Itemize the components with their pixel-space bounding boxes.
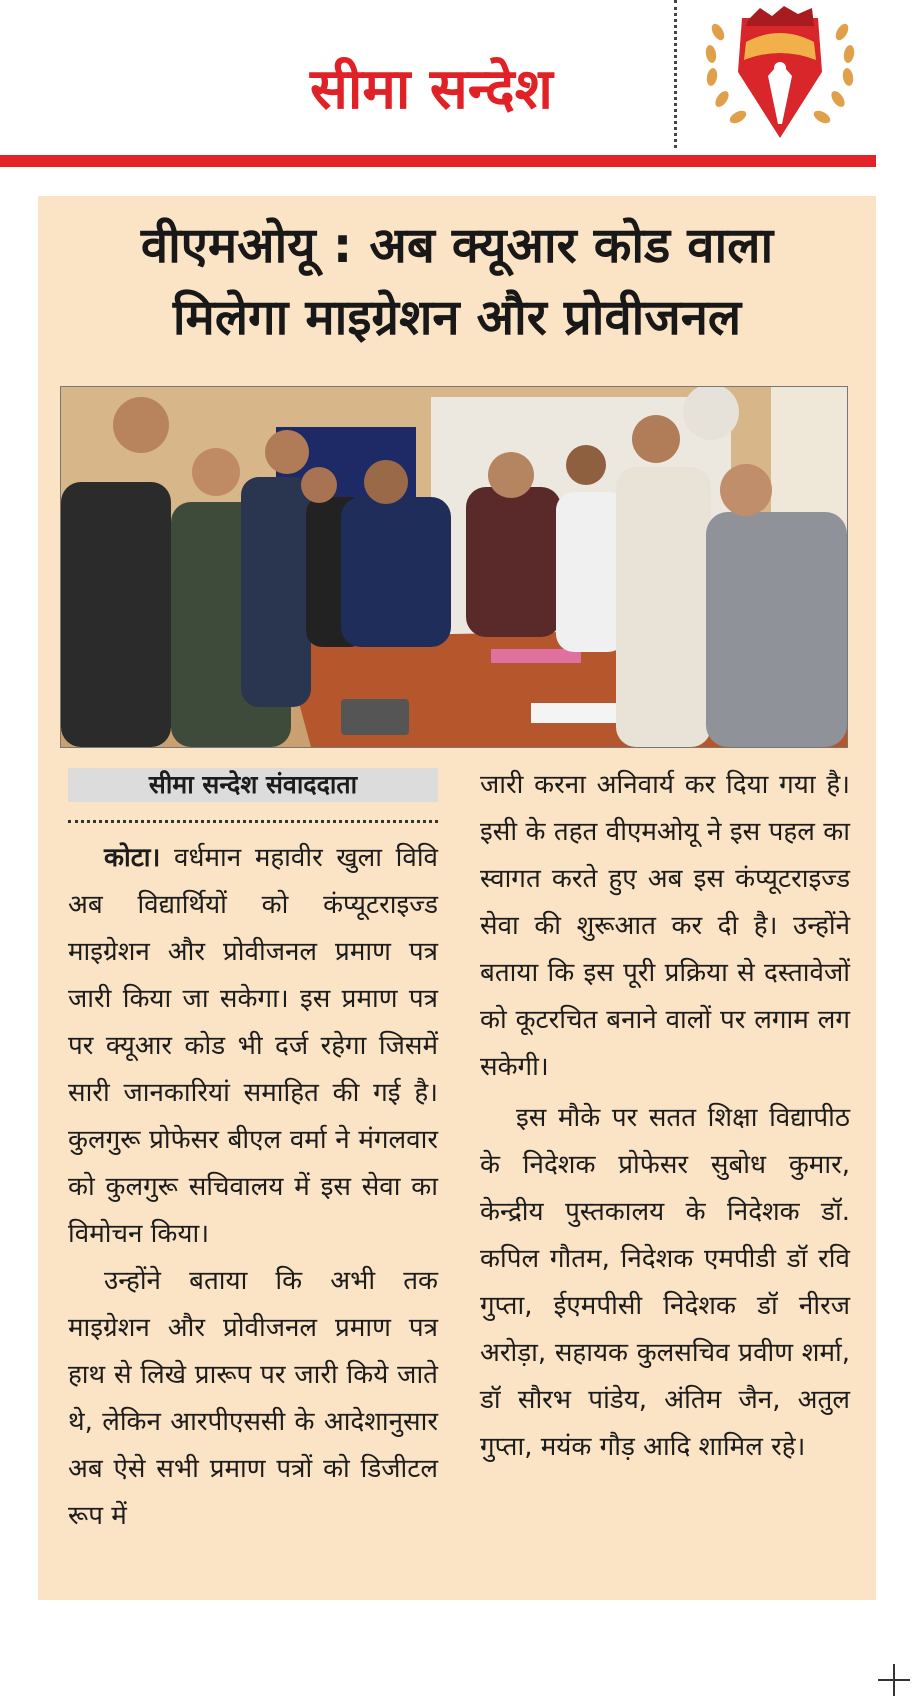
article-column-right: [480, 762, 850, 1471]
paragraph-3: इस मौके पर सतत शिक्षा विद्यापीठ के निदेशक प्रोफेसर सुबोध कुमार, केन्द्रीय पुस्तकालय के निदेशक डॉ. कपिल गौतम, निदेशक एमपीडी डॉ रवि गुप्ता, ईएमपीसी निदेशक डॉ नीरज अरोड़ा, सहायक कुलसचिव प्रवीण शर्मा, डॉ सौरभ पांडेय, अंतिम जैन, अतुल गुप्ता, मयंक गौड़ आदि शामिल रहे।: [480, 1103, 850, 1462]
masthead-title: सीमा सन्देश: [310, 57, 553, 122]
news-photo: [60, 386, 848, 748]
byline-dotted-rule: [68, 820, 438, 823]
byline: सीमा सन्देश संवाददाता: [148, 770, 358, 799]
paragraph-2-left: उन्होंने बताया कि अभी तक माइग्रेशन और प्रोवीजनल प्रमाण पत्र हाथ से लिखे प्रारूप पर जारी किये जाते थे, लेकिन आरपीएससी के आदेशानुसार अब ऐसे सभी प्रमाण पत्रों को डिजीटल रूप में: [68, 1266, 438, 1531]
registration-mark-icon: [876, 1662, 912, 1698]
headline-line-2: मिलेगा माइग्रेशन और प्रोवीजनल: [172, 289, 742, 346]
dateline: कोटा।: [104, 843, 161, 873]
paragraph-1-text: वर्धमान महावीर खुला विवि अब विद्यार्थियों को कंप्यूटराइज्ड माइग्रेशन और प्रोवीजनल प्रमाण पत्र जारी किया जा सकेगा। इस प्रमाण पत्र पर क्यूआर कोड भी दर्ज रहेगा जिसमें सारी जानकारियां समाहित की गई है। कुलगुरू प्रोफेसर बीएल वर्मा ने मंगलवार को कुलगुरू सचिवालय में इस सेवा का विमोचन किया।: [68, 843, 439, 1249]
masthead-red-rule: [0, 155, 876, 167]
pen-nib-emblem-icon: [700, 2, 860, 142]
article-column-left: [68, 835, 438, 1540]
headline-line-1: वीएमओयू : अब क्यूआर कोड वाला: [140, 217, 774, 274]
article-headline: [40, 210, 874, 354]
paragraph-1: [68, 835, 438, 1258]
masthead-divider: [674, 0, 677, 148]
paragraph-2-right: जारी करना अनिवार्य कर दिया गया है। इसी के तहत वीएमओयू ने इस पहल का स्वागत करते हुए अब इस कंप्यूटराइज्ड सेवा की शुरूआत कर दी है। उन्होंने बताया कि इस पूरी प्रक्रिया से दस्तावेजों को कूटरचित बनाने वालों पर लगाम लग सकेगी।: [480, 770, 850, 1082]
